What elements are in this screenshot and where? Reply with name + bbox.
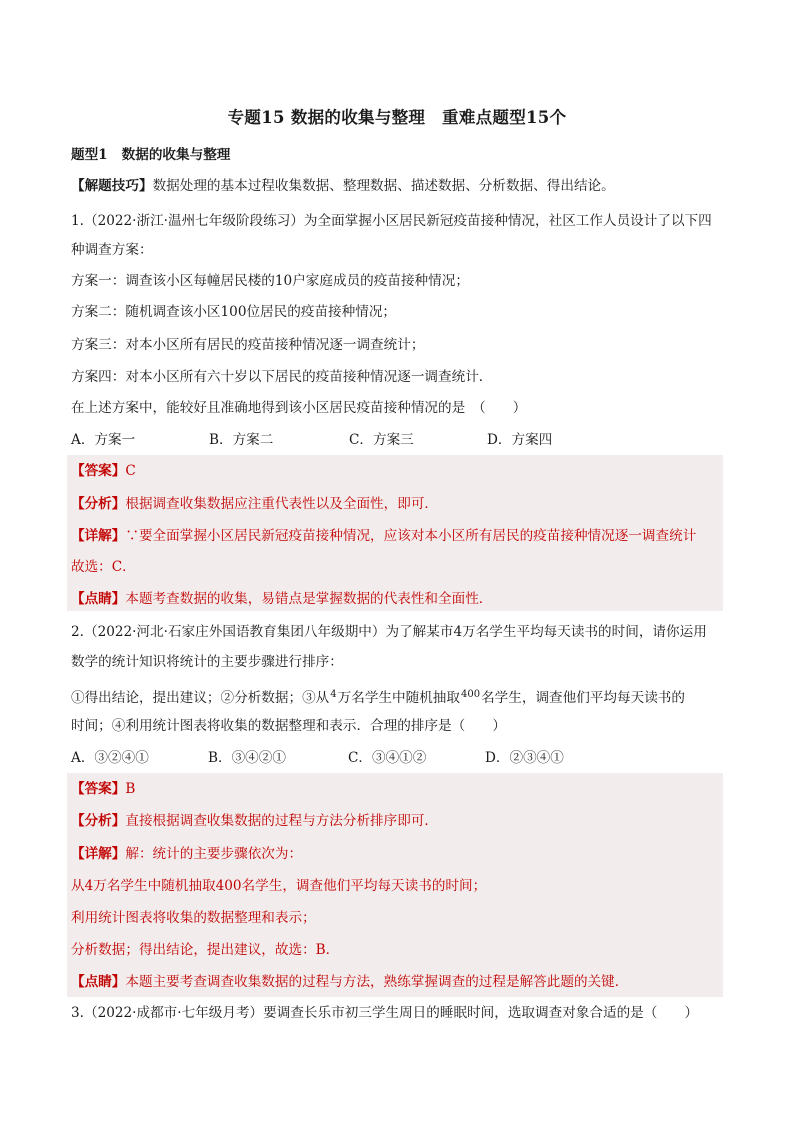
q2-point (71, 972, 723, 992)
q2-stem-line3 (71, 685, 723, 708)
point-text: 本题考查数据的收集，易错点是掌握数据的代表性和全面性． (125, 591, 493, 607)
q1-option-d: D．方案四 (487, 432, 553, 448)
analysis-text: 根据调查收集数据应注重代表性以及全面性，即可． (125, 496, 439, 512)
q2-detail-step-2: 利用统计图表将收集的数据整理和表示； (71, 910, 316, 926)
tip-text: 数据处理的基本过程收集数据、整理数据、描述数据、分析数据、得出结论。 (152, 178, 615, 194)
q2-answer (71, 779, 723, 799)
q2-option-a: A．③②④① (71, 750, 149, 766)
answer-value: C (125, 463, 136, 479)
q2-steps-text-2: 万名学生中随机抽取 (337, 690, 460, 706)
analysis-text: 直接根据调查收集数据的过程与方法分析排序即可． (125, 813, 439, 829)
point-tag: 【点睛】 (71, 974, 126, 990)
q1-point (71, 589, 723, 609)
answer-value: B (125, 781, 136, 797)
section-name: 数据的收集与整理 (121, 147, 231, 163)
q1-plan-4: 方案四：对本小区所有六十岁以下居民的疫苗接种情况逐一调查统计． (71, 369, 493, 385)
analysis-tag: 【分析】 (71, 496, 126, 512)
q1-detail (71, 526, 723, 546)
q2-stem-line1: 2.（2022·河北·石家庄外国语教育集团八年级期中）为了解某市4万名学生平均每天读书的时间，请你运用 (71, 624, 707, 640)
q2-stem-line2: 数学的统计知识将统计的主要步骤进行排序： (71, 654, 343, 670)
q1-ask: 在上述方案中，能较好且准确地得到该小区居民疫苗接种情况的是 （ ） (71, 400, 527, 416)
q1-plan-2: 方案二：随机调查该小区100位居民的疫苗接种情况； (71, 304, 397, 320)
tip-line (71, 176, 723, 196)
detail-tag: 【详解】 (71, 846, 126, 862)
section-heading (71, 145, 723, 165)
q2-steps-text: ①得出结论，提出建议；②分析数据；③从 (71, 690, 330, 706)
q1-stem-line2: 种调查方案： (71, 242, 153, 258)
q2-option-c: C．③④①② (348, 750, 427, 766)
section-label: 题型1 (71, 147, 108, 163)
q1-option-b: B．方案二 (209, 432, 274, 448)
answer-tag: 【答案】 (71, 463, 126, 479)
page-title: 专题15 数据的收集与整理 重难点题型15个 (227, 108, 567, 127)
q2-option-b: B．③④②① (208, 750, 286, 766)
q1-plan-3: 方案三：对本小区所有居民的疫苗接种情况逐一调查统计； (71, 337, 425, 353)
point-text: 本题主要考查调查收集数据的过程与方法，熟练掌握调查的过程是解答此题的关键． (125, 974, 629, 990)
q1-detail-conclusion: 故选：C． (71, 559, 136, 575)
q2-steps-text-3: 名学生，调查他们平均每天读书的 (481, 690, 685, 706)
q2-detail (71, 844, 723, 864)
q2-stem-line4: 时间；④利用统计图表将收集的数据整理和表示．合理的排序是（ ） (71, 718, 506, 734)
q2-option-d: D．②③④① (485, 750, 564, 766)
q1-analysis (71, 494, 723, 514)
q2-number-4: 4 (330, 689, 337, 700)
detail-text: ∵要全面掌握小区居民新冠疫苗接种情况，应该对本小区所有居民的疫苗接种情况逐一调查统计 (125, 528, 697, 544)
q2-analysis (71, 811, 723, 831)
q1-option-c: C．方案三 (349, 432, 414, 448)
point-tag: 【点睛】 (71, 591, 126, 607)
q2-options (71, 748, 723, 768)
q1-options (71, 430, 723, 450)
tip-tag: 【解题技巧】 (71, 178, 153, 194)
q3-stem-line1: 3.（2022·成都市·七年级月考）要调查长乐市初三学生周日的睡眠时间，选取调查对象合适的是（ ） (71, 1005, 699, 1021)
detail-text: 解：统计的主要步骤依次为： (125, 846, 303, 862)
q1-option-a: A．方案一 (71, 432, 136, 448)
q1-plan-1: 方案一：调查该小区每幢居民楼的10户家庭成员的疫苗接种情况； (71, 273, 469, 289)
q2-number-400: 400 (461, 689, 481, 700)
q1-stem-line1: 1.（2022·浙江·温州七年级阶段练习）为全面掌握小区居民新冠疫苗接种情况，社区工作人员设计了以下四 (71, 213, 712, 229)
answer-tag: 【答案】 (71, 781, 126, 797)
q2-detail-step-3: 分析数据；得出结论，提出建议，故选：B． (71, 942, 340, 958)
q1-answer (71, 461, 723, 481)
analysis-tag: 【分析】 (71, 813, 126, 829)
detail-tag: 【详解】 (71, 528, 126, 544)
q2-detail-step-1: 从4万名学生中随机抽取400名学生，调查他们平均每天读书的时间； (71, 878, 487, 894)
